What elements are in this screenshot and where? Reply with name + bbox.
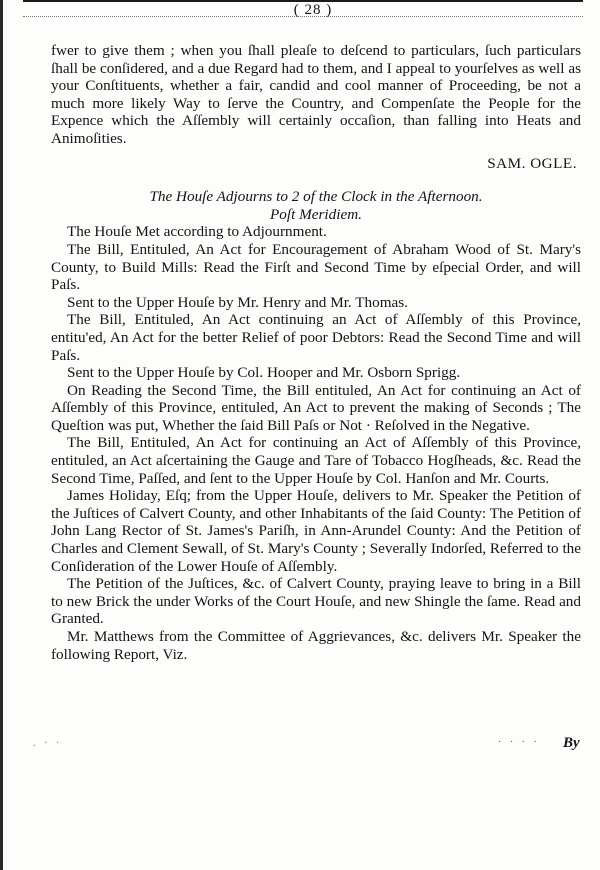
entry-sent-hooper-sprigg: Sent to the Upper Houſe by Col. Hooper and Mr. Osborn Sprigg. bbox=[67, 364, 461, 382]
entry-tobacco-bill: The Bill, Entituled, An Act for continuing an Act of Aſſembly of this Province, entituled, an Act aſcertaining the Gauge and Tare of Tobacco Hogſheads, &c. Read the Second Time, Paſſed, and ſent to the Upper Houſe by Col. Hanſon and Mr. Courts. bbox=[51, 434, 581, 487]
entry-house-met: The Houſe Met according to Adjournment. bbox=[67, 223, 327, 241]
entry-petitions: James Holiday, Eſq; from the Upper Houſe, delivers to Mr. Speaker the Petition of the Juſtices of Calvert County, and other Inhabitants of the ſaid County: The Petition of John Lang Rector of St. James's Pariſh, in Ann-Arundel County: And the Petition of Charles and Clement Sewall, of St. Mary's County ; Severally Indorſed, Referred to the Conſideration of the Lower Houſe of Aſſembly. bbox=[51, 487, 581, 575]
page-number: ( 28 ) bbox=[293, 2, 333, 18]
entry-aggrievances-report: Mr. Matthews from the Committee of Aggrievances, &c. delivers Mr. Speaker the following Report, Viz. bbox=[51, 628, 581, 663]
print-smudge: . · · bbox=[33, 738, 63, 749]
signature: SAM. OGLE. bbox=[487, 154, 577, 172]
print-dots: · · · · bbox=[498, 737, 540, 748]
adjournment-heading: The Houſe Adjourns to 2 of the Clock in the Afternoon. bbox=[149, 188, 483, 206]
entry-sent-henry-thomas: Sent to the Upper Houſe by Mr. Henry and Mr. Thomas. bbox=[67, 293, 408, 311]
catchword: By bbox=[563, 735, 580, 751]
opening-paragraph: fwer to give them ; when you ſhall pleaſe to deſcend to particulars, ſuch particulars ſhall be conſidered, and a due Regard had to them, and I appeal to yourſelves as well as your Conſtituents, whether a fair, candid and cool manner of Proceeding, be not a much more likely Way to ſerve the Country, and Compenſate the People for the Expence which the Aſſembly will certainly occaſion, than falling into Heats and Animoſities. bbox=[51, 42, 581, 147]
post-meridiem-heading: Poſt Meridiem. bbox=[270, 205, 362, 223]
entry-seconds-bill: On Reading the Second Time, the Bill entituled, An Act for continuing an Act of Aſſembly of this Province, entituled, An Act to prevent the making of Seconds ; The Queſtion was put, Whether the ſaid Bill Paſs or Not · Reſolved in the Negative. bbox=[51, 381, 581, 434]
body-text bbox=[51, 42, 581, 663]
entry-debtors-bill: The Bill, Entituled, An Act continuing an Act of Aſſembly of this Province, entitu'ed, An Act for the better Relief of poor Debtors: Read the Second Time and will Paſs. bbox=[51, 311, 581, 364]
entry-mills-bill: The Bill, Entituled, An Act for Encouragement of Abraham Wood of St. Mary's County, to Build Mills: Read the Firſt and Second Time by eſpecial Order, and will Paſs. bbox=[51, 240, 581, 294]
entry-court-house-petition: The Petition of the Juſtices, &c. of Calvert County, praying leave to bring in a Bill to new Brick the under Works of the Court Houſe, and new Shingle the ſame. Read and Granted. bbox=[51, 575, 581, 628]
